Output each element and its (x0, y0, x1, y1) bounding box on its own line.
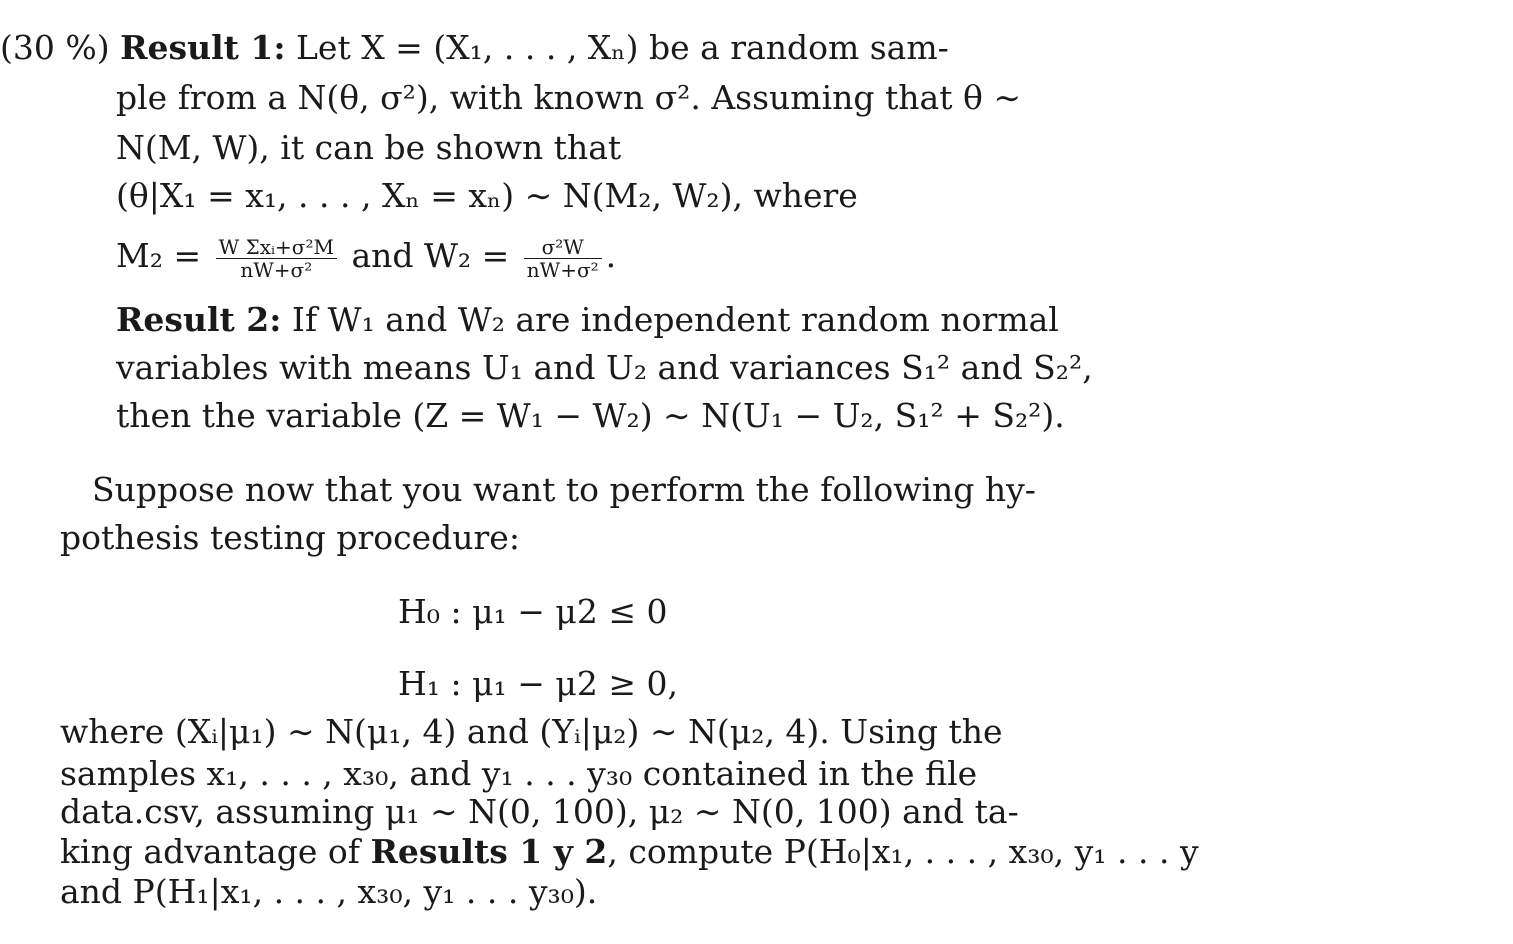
result-2-title: Result 2: (116, 300, 282, 339)
w2-numerator: σ²W (524, 236, 602, 259)
formula-connector: and W₂ = (351, 236, 510, 275)
result-2-first-line (116, 300, 1231, 340)
result-2-line-2: variables with means U₁ and U₂ and variances S₁² and S₂², (116, 348, 1093, 387)
closing-line-5: and P(H₁|x₁, . . . , x₃₀, y₁ . . . y₃₀). (60, 872, 598, 911)
result-1-line-3: N(M, W), it can be shown that (116, 128, 622, 167)
result-2-line-1: If W₁ and W₂ are independent random normal (291, 300, 1059, 339)
closing-line-4-end: , compute P(H₀|x₁, . . . , x₃₀, y₁ . . . y (607, 832, 1199, 871)
closing-line-3: data.csv, assuming μ₁ ∼ N(0, 100), μ₂ ∼ N(0, 100) and ta- (60, 792, 1019, 831)
intro-line-1: Suppose now that you want to perform the following hy- (92, 470, 1036, 509)
alternative-hypothesis: H₁ : μ₁ − μ2 ≥ 0, (398, 664, 678, 703)
m2-denominator: nW+σ² (240, 257, 313, 282)
result-2-line-3: then the variable (Z = W₁ − W₂) ∼ N(U₁ − U₂, S₁² + S₂²). (116, 396, 1065, 435)
closing-line-1: where (Xᵢ|μ₁) ∼ N(μ₁, 4) and (Yᵢ|μ₂) ∼ N(μ₂, 4). Using the (60, 712, 1003, 751)
result-1-line-2: ple from a N(θ, σ²), with known σ². Assuming that θ ∼ (116, 78, 1021, 117)
m2-numerator: W Σxᵢ+σ²M (216, 236, 337, 259)
result-1-first-line (0, 28, 1115, 68)
result-1-title: Result 1: (120, 28, 286, 67)
result-1-formula (116, 226, 1231, 286)
closing-line-4-start: king advantage of (60, 832, 371, 871)
w2-fraction (524, 236, 602, 281)
result-1-line-4: (θ|X₁ = x₁, . . . , Xₙ = xₙ) ∼ N(M₂, W₂), where (116, 176, 858, 215)
problem-weight: (30 %) (0, 28, 110, 67)
m2-fraction (216, 236, 337, 281)
closing-line-2: samples x₁, . . . , x₃₀, and y₁ . . . y₃₀ contained in the file (60, 754, 978, 793)
closing-line-4 (60, 832, 1199, 872)
null-hypothesis: H₀ : μ₁ − μ2 ≤ 0 (398, 592, 668, 631)
m2-label: M₂ = (116, 236, 202, 275)
w2-denominator: nW+σ² (526, 257, 599, 282)
intro-line-2: pothesis testing procedure: (60, 518, 520, 557)
results-reference: Results 1 y 2 (370, 832, 608, 871)
result-1-line-1: Let X = (X₁, . . . , Xₙ) be a random sam- (296, 28, 949, 67)
formula-end: . (605, 236, 617, 275)
